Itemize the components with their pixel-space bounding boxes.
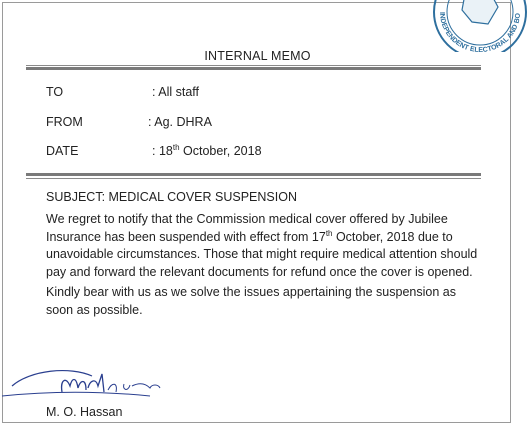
memo-title: INTERNAL MEMO: [204, 49, 311, 63]
memo-subject: SUBJECT: MEDICAL COVER SUSPENSION: [46, 190, 297, 204]
title-rule-bottom: [26, 67, 481, 70]
body-paragraph-1: We regret to notify that the Commission medical cover offered by Jubilee Insurance has been suspended with effect from 17th October, 2018 due to unavoidable circumstances. Those that might require medical attention should pay and forward the relevant documents for refund once the cover is opened.: [46, 212, 478, 279]
commission-logo: [410, 0, 530, 52]
title-rule-top: [26, 65, 481, 66]
to-label: TO: [46, 85, 64, 99]
body-paragraph-2: Kindly bear with us as we solve the issues appertaining the suspension as soon as possible.: [46, 285, 456, 317]
svg-text:INDEPENDENT ELECTORAL AND BOUN: INDEPENDENT ELECTORAL AND BO: [437, 11, 523, 52]
from-value: : Ag. DHRA: [148, 115, 212, 129]
signatory-name: M. O. Hassan: [46, 405, 123, 419]
handwritten-signature: [0, 352, 170, 412]
to-value: : All staff: [152, 85, 200, 99]
header-rule-top: [26, 173, 481, 176]
header-rule-bottom: [26, 178, 481, 179]
date-value: : 18th October, 2018: [152, 142, 262, 158]
date-label: DATE: [46, 144, 79, 158]
from-label: FROM: [46, 115, 83, 129]
